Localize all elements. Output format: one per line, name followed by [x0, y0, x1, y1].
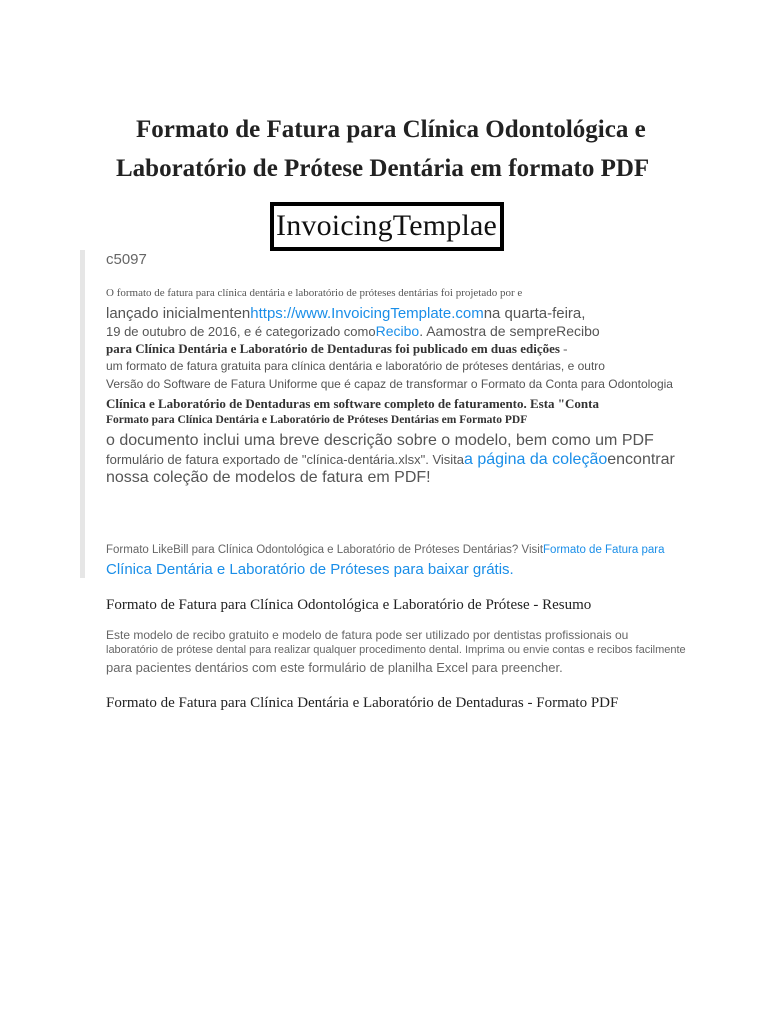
intro-line-6: Versão do Software de Fatura Uniforme que é capaz de transformar o Formato da Conta para Odontologia [106, 377, 673, 391]
document-code: c5097 [106, 251, 147, 268]
intro-line-2-text-a: lançado inicialmenten [106, 305, 251, 322]
logo-text: InvoicingTemplae [276, 209, 498, 242]
summary-line-2: laboratório de prótese dental para realizar qualquer procedimento dental. Imprima ou envie contas e recibos facilmente [106, 644, 686, 656]
intro-line-11: nossa coleção de modelos de fatura em PDF! [106, 469, 431, 486]
page-title-line-1: Formato de Fatura para Clínica Odontológica e [136, 116, 646, 143]
collection-page-link[interactable]: a página da coleção [464, 451, 608, 468]
invoicing-template-logo [270, 202, 504, 251]
intro-line-10-text-a: formulário de fatura exportado de "clínica-dentária.xlsx". Visita [106, 452, 465, 467]
intro-line-2-text-b: na quarta-feira, [483, 305, 586, 322]
intro-line-3 [106, 323, 600, 339]
summary-line-1: Este modelo de recibo gratuito e modelo de fatura pode ser utilizado por dentistas profissionais ou [106, 628, 629, 642]
intro-line-3-text-a: 19 de outubro de 2016, e é categorizado como [106, 324, 376, 339]
summary-line-3: para pacientes dentários com este formulário de planilha Excel para preencher. [106, 660, 563, 675]
pdf-format-heading: Formato de Fatura para Clínica Dentária e Laboratório de Dentaduras - Formato PDF [106, 695, 619, 711]
intro-line-8: Formato para Clínica Dentária e Laboratório de Próteses Dentárias em Formato PDF [106, 414, 528, 426]
quote-rule [80, 250, 85, 578]
intro-line-4 [106, 341, 568, 357]
recibo-link[interactable]: Recibo [375, 323, 420, 339]
intro-line-2 [106, 305, 585, 322]
summary-heading: Formato de Fatura para Clínica Odontológica e Laboratório de Prótese - Resumo [106, 597, 592, 613]
intro-line-1: O formato de fatura para clínica dentária e laboratório de próteses dentárias foi projetado por e [106, 287, 523, 299]
intro-line-3-text-b: . Aamostra de sempreRecibo [419, 323, 600, 339]
intro-line-10-text-b: encontrar [607, 451, 675, 468]
invoice-format-link-part-2[interactable]: Clínica Dentária e Laboratório de Próteses para baixar grátis. [106, 561, 514, 578]
intro-line-5: um formato de fatura gratuita para clínica dentária e laboratório de próteses dentárias, e outro [106, 359, 605, 373]
invoice-format-link-part-1[interactable]: Formato de Fatura para [543, 544, 665, 556]
intro-line-7: Clínica e Laboratório de Dentaduras em software completo de faturamento. Esta "Conta [106, 396, 599, 411]
intro-line-9: o documento inclui uma breve descrição sobre o modelo, bem como um PDF [106, 432, 654, 449]
intro-line-4-dash: - [559, 341, 568, 356]
intro-line-4-bold: para Clínica Dentária e Laboratório de Dentaduras foi publicado em duas edições [106, 341, 560, 356]
intro-line-10 [106, 451, 675, 469]
likebill-line-1 [106, 544, 664, 556]
invoicingtemplate-link[interactable]: https://www.InvoicingTemplate.com [250, 305, 484, 322]
page-title-line-2: Laboratório de Prótese Dentária em formato PDF [116, 155, 650, 182]
likebill-line-1-text: Formato LikeBill para Clínica Odontológica e Laboratório de Próteses Dentárias? Visit [106, 544, 544, 556]
